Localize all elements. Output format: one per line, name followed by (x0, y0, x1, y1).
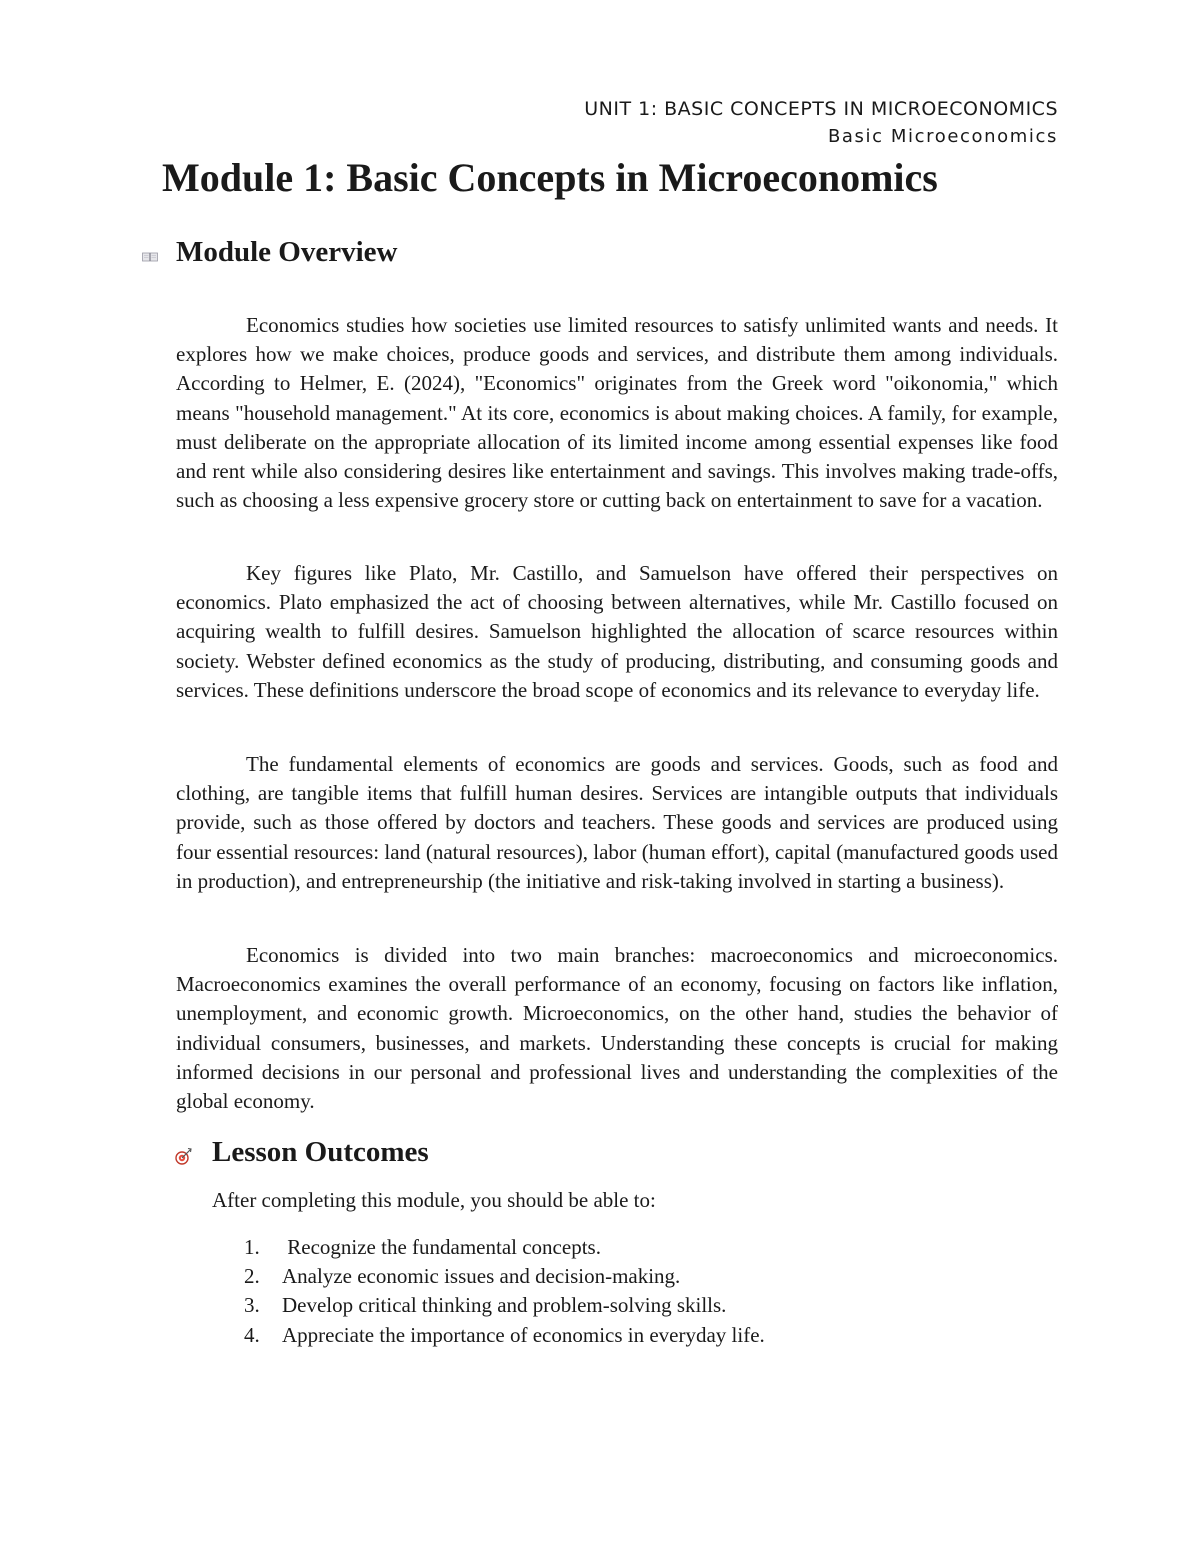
list-item-number: 3. (244, 1293, 260, 1318)
list-item (244, 1321, 765, 1350)
overview-paragraph-4: Economics is divided into two main branches: macroeconomics and microeconomics. Macroeconomics examines the overall performance of an economy, focusing on factors like inflation, unemployment, and economic growth. Microeconomics, on the other hand, studies the behavior of individual consumers, businesses, and markets. Understanding these concepts is crucial for making informed decisions in our personal and professional lives and understanding the complexities of the global economy. (176, 943, 1058, 1114)
list-item-number: 1. (244, 1235, 260, 1259)
list-item (244, 1262, 765, 1291)
overview-paragraph-2: Key figures like Plato, Mr. Castillo, and Samuelson have offered their perspectives on economics. Plato emphasized the act of choosing between alternatives, while Mr. Castillo focused on acquiring wealth to fulfill desires. Samuelson highlighted the allocation of scarce resources within society. Webster defined economics as the study of producing, distributing, and consuming goods and services. These definitions underscore the broad scope of economics and its relevance to everyday life. (176, 561, 1058, 702)
list-item-text: Analyze economic issues and decision-making. (282, 1264, 681, 1289)
list-item-number: 4. (244, 1322, 260, 1347)
module-title: Module 1: Basic Concepts in Microeconomics (162, 155, 938, 200)
overview-paragraph-3: The fundamental elements of economics are goods and services. Goods, such as food and clothing, are tangible items that fulfill human desires. Services are intangible outputs that individuals provide, such as those offered by doctors and teachers. These goods and services are produced using four essential resources: land (natural resources), labor (human effort), capital (manufactured goods used in production), and entrepreneurship (the initiative and risk-taking involved in starting a business). (176, 752, 1058, 893)
list-item-text: Develop critical thinking and problem-solving skills. (282, 1293, 727, 1318)
overview-paragraph-1: Economics studies how societies use limited resources to satisfy unlimited wants and needs. It explores how we make choices, produce goods and services, and distribute them among individuals. According to Helmer, E. (2024), "Economics" originates from the Greek word "oikonomia," which means "household management." At its core, economics is about making choices. A family, for example, must deliberate on the appropriate allocation of its limited income among essential expenses like food and rent while also considering desires like entertainment and savings. This involves making trade-offs, such as choosing a less expensive grocery store or cutting back on entertainment to save for a vacation. (176, 313, 1058, 513)
book-icon (142, 252, 158, 262)
list-item-number: 2. (244, 1264, 260, 1289)
target-icon (174, 1146, 194, 1166)
module-overview-heading: Module Overview (176, 236, 398, 268)
list-item-text: Recognize the fundamental concepts. (282, 1235, 601, 1259)
outcomes-list (244, 1233, 765, 1350)
list-item (244, 1291, 765, 1320)
outcomes-intro: After completing this module, you should be able to: (212, 1188, 656, 1212)
lesson-outcomes-heading: Lesson Outcomes (212, 1136, 429, 1168)
list-item-text: Appreciate the importance of economics in everyday life. (282, 1322, 765, 1347)
list-item (244, 1233, 765, 1262)
header-subject: Basic Microeconomics (827, 126, 1058, 147)
header-unit-title: UNIT 1: BASIC CONCEPTS IN MICROECONOMICS (584, 98, 1058, 120)
